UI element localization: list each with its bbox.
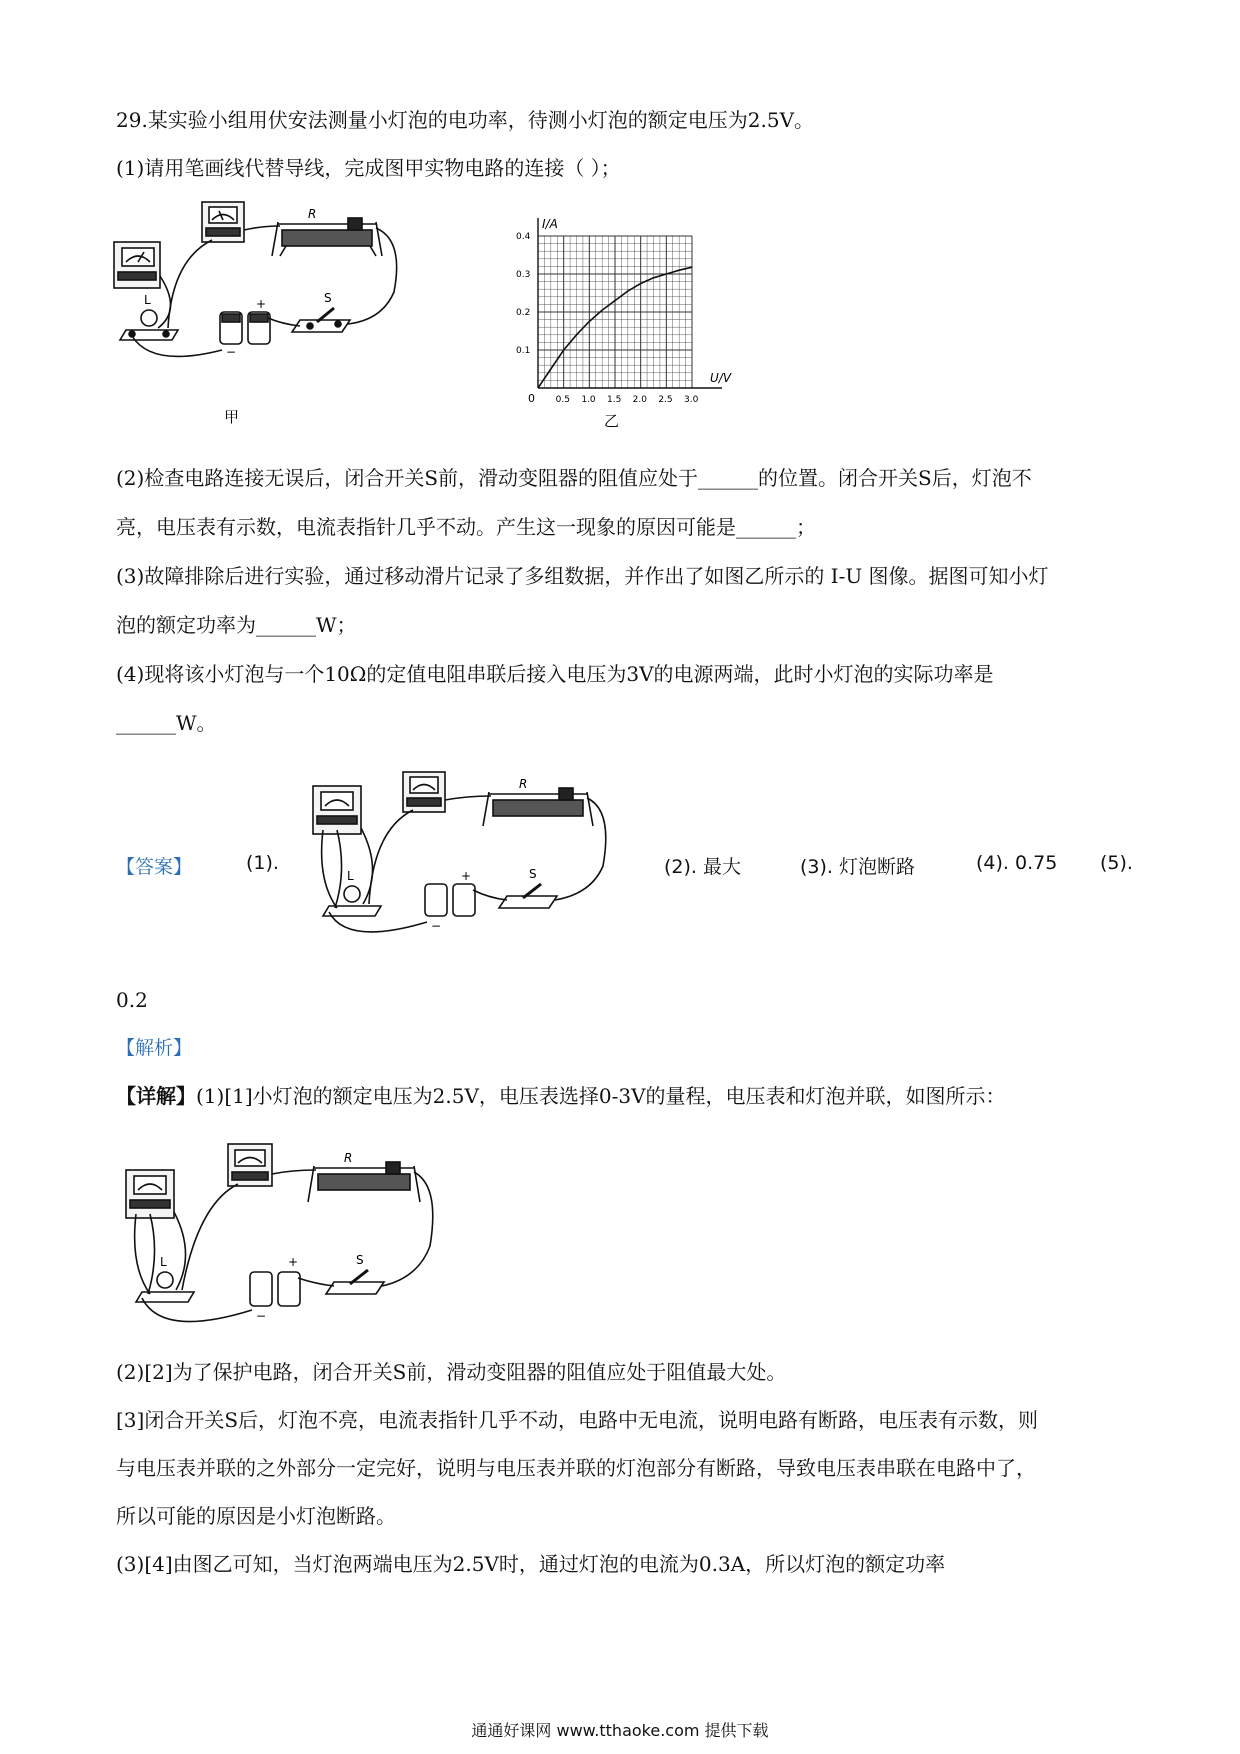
- svg-text:L: L: [160, 1255, 167, 1269]
- x-tick-label: 1.5: [607, 395, 622, 405]
- ammeter-icon: [202, 202, 244, 242]
- answer-part-5-value: 0.2: [116, 988, 148, 1012]
- analysis-part-1: (1)[1]小灯泡的额定电压为2.5V，电压表选择0-3V的量程，电压表和灯泡并联，如图所示：: [196, 1084, 1006, 1108]
- analysis-part-4: (3)[4]由图乙可知，当灯泡两端电压为2.5V时，通过灯泡的电流为0.3A，所以灯泡的额定功率: [116, 1552, 946, 1576]
- question-part-3a: (3)故障排除后进行实验，通过移动滑片记录了多组数据，并作出了如图乙所示的 I-U 图像。据图可知小灯: [116, 564, 1049, 588]
- svg-text:S: S: [356, 1253, 364, 1267]
- figure-caption-yi: 乙: [604, 412, 620, 430]
- origin-label: 0: [528, 392, 535, 405]
- circuit-figure-answer: [302, 770, 642, 940]
- svg-text:L: L: [347, 869, 354, 883]
- detail-tag: 【详解】: [116, 1084, 196, 1108]
- analysis-part-2: (2)[2]为了保护电路，闭合开关S前，滑动变阻器的阻值应处于阻值最大处。: [116, 1360, 787, 1384]
- answer-part-4: (4). 0.75: [976, 852, 1058, 874]
- svg-text:R: R: [344, 1151, 353, 1165]
- iu-chart: [504, 204, 754, 434]
- question-part-4a: (4)现将该小灯泡与一个10Ω的定值电阻串联后接入电压为3V的电源两端，此时小灯泡的实际功率是: [116, 662, 994, 686]
- y-tick-label: 0.3: [516, 270, 531, 280]
- switch-icon: [292, 308, 350, 332]
- label-L: L: [144, 293, 151, 307]
- x-tick-label: 2.0: [632, 395, 647, 405]
- question-part-2b: 亮，电压表有示数，电流表指针几乎不动。产生这一现象的原因可能是______；: [116, 515, 816, 539]
- svg-text:+: +: [461, 869, 472, 883]
- question-part-3b: 泡的额定功率为______W；: [116, 613, 357, 637]
- question-part-2a: (2)检查电路连接无误后，闭合开关S前，滑动变阻器的阻值应处于______的位置。闭合开关S后，灯泡不: [116, 466, 1032, 490]
- label-plus: +: [256, 297, 267, 311]
- rheostat-icon: [272, 218, 382, 256]
- label-R: R: [308, 207, 317, 221]
- svg-text:−: −: [256, 1309, 267, 1323]
- svg-text:S: S: [529, 867, 537, 881]
- circuit-figure-analysis: [112, 1142, 442, 1332]
- footer-credit: 通通好课网 www.tthaoke.com 提供下载: [471, 1721, 769, 1740]
- svg-text:−: −: [431, 919, 442, 933]
- analysis-tag: 【解析】: [116, 1037, 193, 1059]
- question-part-4b: ______W。: [116, 711, 217, 735]
- answer-part-5: (5).: [1100, 852, 1133, 874]
- x-tick-label: 1.0: [581, 395, 596, 405]
- y-tick-label: 0.2: [516, 308, 531, 318]
- y-axis-label: I/A: [542, 217, 558, 231]
- y-tick-label: 0.1: [516, 346, 531, 356]
- voltmeter-icon: [114, 242, 160, 288]
- analysis-part-3a: [3]闭合开关S后，灯泡不亮，电流表指针几乎不动，电路中无电流，说明电路有断路，电压表有示数，则: [116, 1408, 1039, 1432]
- answer-part-2: (2). 最大: [664, 856, 741, 878]
- answer-part-3: (3). 灯泡断路: [800, 856, 915, 878]
- answer-part-1: (1).: [246, 852, 279, 874]
- svg-text:R: R: [519, 777, 528, 791]
- x-tick-label: 0.5: [555, 395, 570, 405]
- analysis-part-3c: 所以可能的原因是小灯泡断路。: [116, 1504, 396, 1528]
- circuit-figure-jia: [112, 200, 442, 432]
- x-tick-label: 3.0: [684, 395, 699, 405]
- battery-icon: [220, 312, 270, 344]
- answer-tag: 【答案】: [116, 856, 193, 878]
- label-minus: −: [226, 345, 237, 359]
- analysis-part-3b: 与电压表并联的之外部分一定完好，说明与电压表并联的灯泡部分有断路，导致电压表串联在电路中了，: [116, 1456, 1036, 1480]
- y-tick-label: 0.4: [516, 232, 531, 242]
- x-axis-label: U/V: [710, 371, 732, 385]
- label-S: S: [324, 291, 332, 305]
- question-title: 29.某实验小组用伏安法测量小灯泡的电功率，待测小灯泡的额定电压为2.5V。: [116, 108, 815, 132]
- x-tick-label: 2.5: [658, 395, 673, 405]
- question-part-1: (1)请用笔画线代替导线，完成图甲实物电路的连接（ ）；: [116, 156, 621, 180]
- svg-text:+: +: [288, 1255, 299, 1269]
- figure-caption-jia: 甲: [224, 408, 240, 426]
